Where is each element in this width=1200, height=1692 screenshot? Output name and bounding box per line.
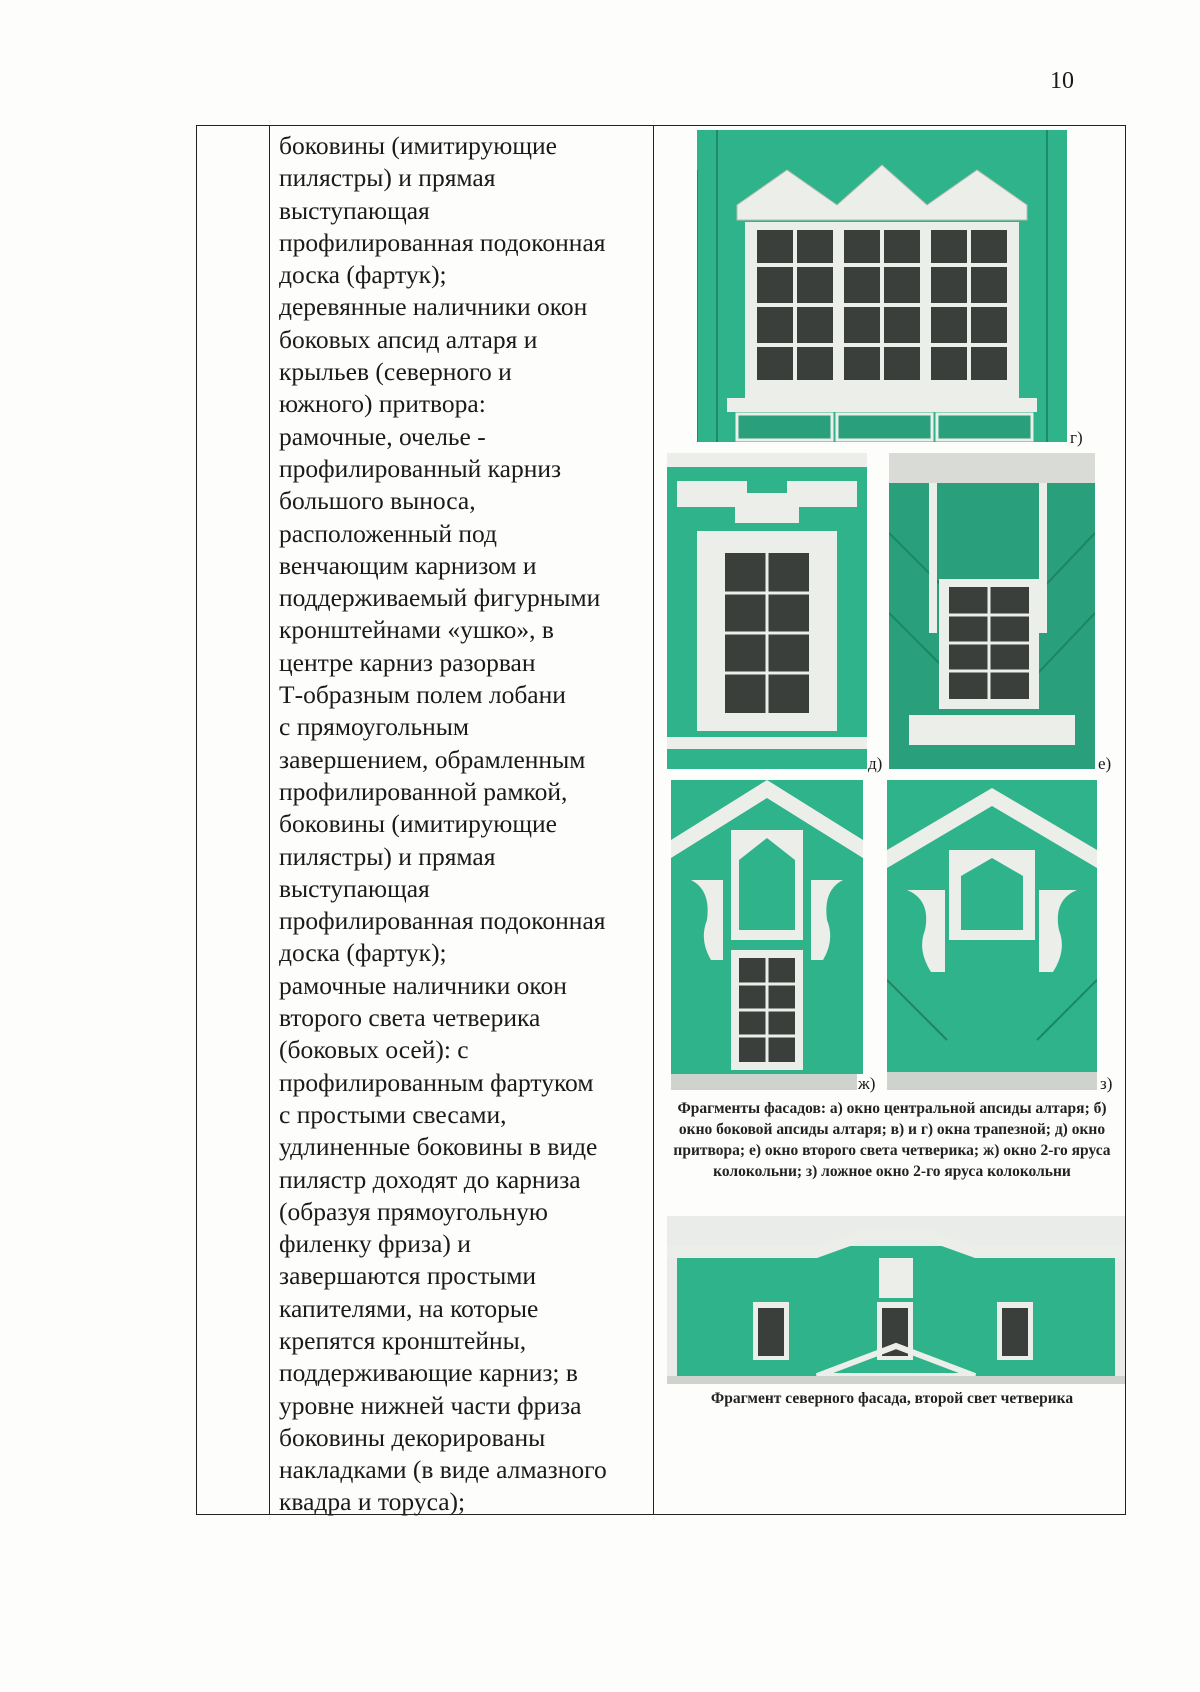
photo-north-facade [667,1216,1125,1384]
table-column-divider [653,126,654,1514]
photo-label-z: з) [1100,1074,1113,1093]
table-column-divider [269,126,270,1514]
window-trim-description: боковины (имитирующие пилястры) и прямая выступающая профилированная подоконная доска (фартук); деревянные наличники окон боковых апсид алтаря и крыльев (северного и южного) притвора: рамочные, очелье - профилированный карниз большого выноса, расположенный под венчающим карнизом и поддерживаемый фигурными кронштейнами «ушко», в центре карниз разорван Т-образным полем лобани с прямоугольным завершением, обрамленным профилированной рамкой, боковины (имитирующие пилястры) и прямая выступающая профилированная подоконная доска (фартук); рамочные наличники окон второго света четверика (боковых осей): с профилированным фартуком с простыми свесами, удлиненные боковины в виде пилястр доходят до карниза (образуя прямоугольную филенку фриза) и завершаются простыми капителями, на которые крепятся кронштейны, поддерживающие карниз; в уровне нижней части фриза боковины декорированы накладками (в виде алмазного квадра и торуса); [279,131,607,1517]
description-table [196,125,1126,1515]
north-facade-caption: Фрагмент северного фасада, второй свет четверика [710,1390,1074,1407]
photo-label-e: е) [1098,754,1112,773]
photo-label-d: д) [868,754,883,773]
photo-label-zh: ж) [858,1074,876,1093]
photo-z-false-window [887,780,1097,1090]
photo-d-narthex-window [667,453,867,769]
page-number: 10 [1050,68,1074,94]
photo-zh-bell-tower-window [671,780,863,1090]
photo-label-g: г) [1070,428,1083,447]
photo-g-trapeza-window [697,130,1067,442]
fragments-caption: Фрагменты фасадов: а) окно центральной апсиды алтаря; б) окно боковой апсиды алтаря; в) и г) окна трапезной; д) окно притвора; е) окно второго света четверика; ж) окно 2-го яруса колокольни; з) ложное окно 2-го яруса колокольни [673,1100,1111,1180]
photo-e-chetverik-window [889,453,1095,769]
